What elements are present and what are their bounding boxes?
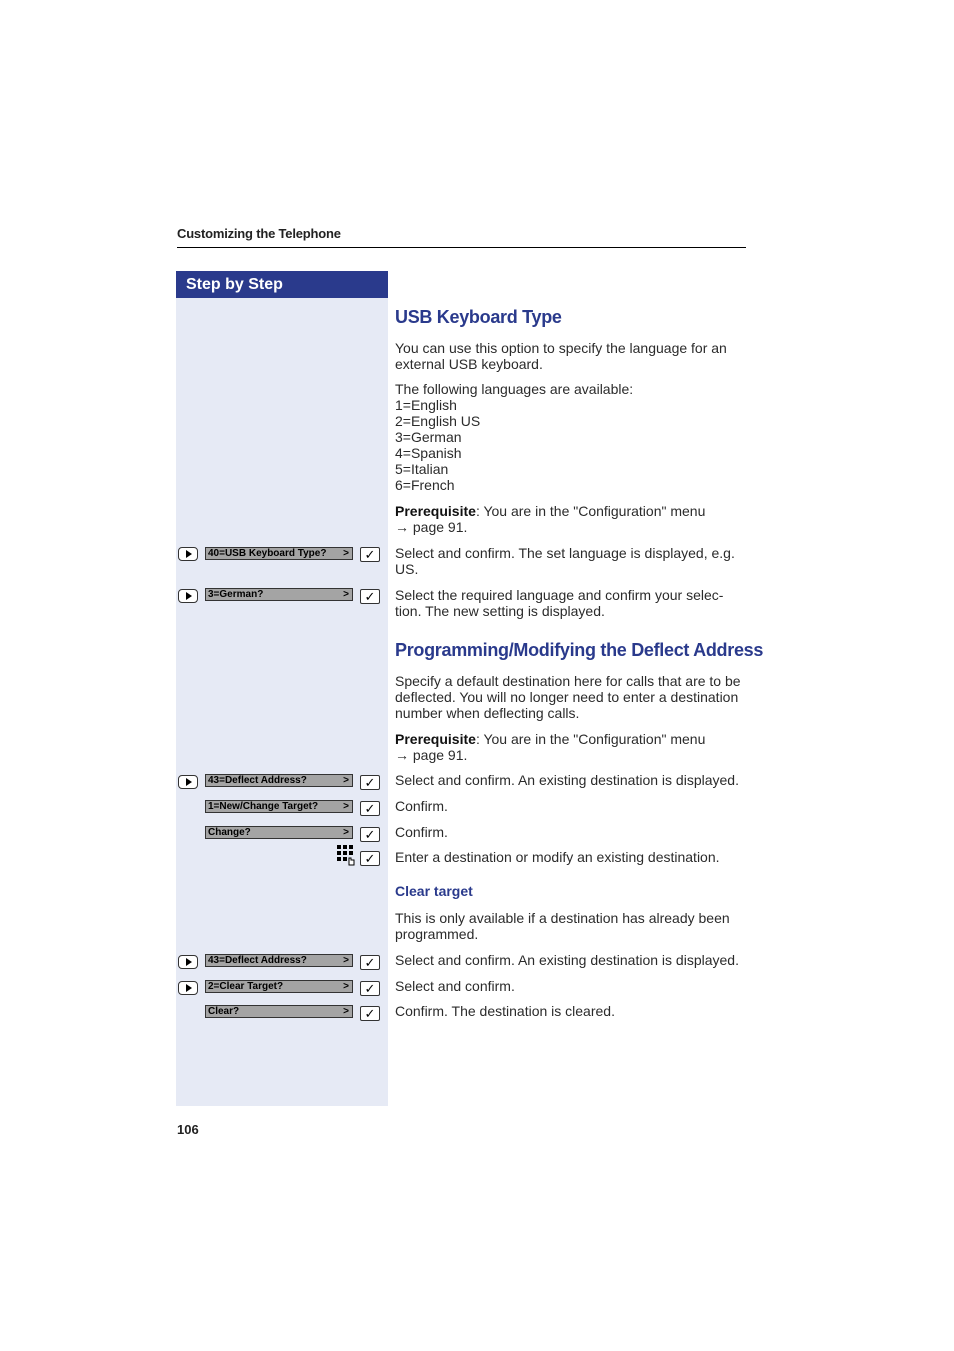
confirm-check-icon[interactable]: ✓ — [360, 1006, 380, 1021]
display-option[interactable] — [205, 1005, 353, 1018]
display-option[interactable] — [205, 774, 353, 787]
language-item: 5=Italian — [395, 461, 449, 477]
usb-intro-line: external USB keyboard. — [395, 356, 543, 372]
step-text: US. — [395, 561, 419, 577]
step-text: tion. The new setting is displayed. — [395, 603, 605, 619]
confirm-check-icon[interactable]: ✓ — [360, 955, 380, 970]
chevron-right-icon: > — [343, 775, 349, 786]
confirm-check-icon[interactable]: ✓ — [360, 775, 380, 790]
chevron-right-icon: > — [343, 801, 349, 812]
clear-intro-line: programmed. — [395, 926, 479, 942]
usb-heading: USB Keyboard Type — [395, 307, 562, 327]
language-item: 3=German — [395, 429, 462, 445]
display-option-label: Change? — [208, 827, 251, 838]
step-text: Select and confirm. An existing destination is displayed. — [395, 772, 739, 788]
chevron-right-icon: > — [343, 827, 349, 838]
chevron-right-icon: > — [343, 589, 349, 600]
confirm-check-icon[interactable]: ✓ — [360, 801, 380, 816]
step-text: Confirm. — [395, 824, 448, 840]
step-text: Select the required language and confirm your selec- — [395, 587, 724, 603]
usb-intro-line: You can use this option to specify the language for an — [395, 340, 727, 356]
sidebar-title: Step by Step — [176, 271, 388, 298]
languages-intro: The following languages are available: — [395, 381, 634, 397]
display-option[interactable] — [205, 800, 353, 813]
languages-list — [395, 381, 747, 493]
deflect-heading: Programming/Modifying the Deflect Address — [395, 640, 764, 660]
confirm-check-icon[interactable]: ✓ — [360, 981, 380, 996]
step-text: Confirm. The destination is cleared. — [395, 1003, 615, 1019]
header-divider — [177, 247, 746, 248]
language-item: 2=English US — [395, 413, 481, 429]
clear-intro-line: This is only available if a destination has already been — [395, 910, 730, 926]
chevron-right-icon: > — [343, 981, 349, 992]
clear-target-heading: Clear target — [395, 883, 473, 899]
step-text: Select and confirm. The set language is displayed, e.g. — [395, 545, 735, 561]
clear-target-intro — [395, 910, 747, 942]
prereq-text: : You are in the "Configuration" menu — [475, 731, 706, 747]
step-text: Select and confirm. — [395, 978, 515, 994]
language-item: 4=Spanish — [395, 445, 462, 461]
nav-arrow-icon — [178, 981, 198, 995]
confirm-check-icon[interactable]: ✓ — [360, 589, 380, 604]
page-reference-link[interactable]: → page 91. — [395, 519, 468, 535]
step-description — [395, 587, 747, 619]
prereq-label: Prerequisite — [395, 731, 476, 747]
display-option-label: 40=USB Keyboard Type? — [208, 548, 327, 559]
display-option[interactable] — [205, 588, 353, 601]
page-number: 106 — [177, 1122, 199, 1137]
language-item: 6=French — [395, 477, 455, 493]
chevron-right-icon: > — [343, 1006, 349, 1017]
display-option[interactable] — [205, 954, 353, 967]
confirm-check-icon[interactable]: ✓ — [360, 851, 380, 866]
prereq-text: : You are in the "Configuration" menu — [475, 503, 706, 519]
nav-arrow-icon — [178, 547, 198, 561]
display-option[interactable] — [205, 980, 353, 993]
step-text: Enter a destination or modify an existing destination. — [395, 849, 720, 865]
running-header: Customizing the Telephone — [177, 226, 341, 241]
deflect-prerequisite — [395, 731, 747, 763]
confirm-check-icon[interactable]: ✓ — [360, 827, 380, 842]
prereq-label: Prerequisite — [395, 503, 476, 519]
display-option-label: 1=New/Change Target? — [208, 801, 319, 812]
confirm-check-icon[interactable]: ✓ — [360, 547, 380, 562]
deflect-intro-line: Specify a default destination here for calls that are to be — [395, 673, 741, 689]
page-reference-link[interactable]: → page 91. — [395, 747, 468, 763]
keypad-icon — [337, 845, 355, 867]
nav-arrow-icon — [178, 589, 198, 603]
step-description — [395, 545, 747, 577]
deflect-intro — [395, 673, 747, 721]
nav-arrow-icon — [178, 775, 198, 789]
usb-intro — [395, 340, 747, 372]
display-option[interactable] — [205, 547, 353, 560]
step-text: Confirm. — [395, 798, 448, 814]
display-option-label: 3=German? — [208, 589, 264, 600]
display-option[interactable] — [205, 826, 353, 839]
language-item: 1=English — [395, 397, 457, 413]
display-option-label: Clear? — [208, 1006, 240, 1017]
deflect-intro-line: number when deflecting calls. — [395, 705, 580, 721]
chevron-right-icon: > — [343, 955, 349, 966]
usb-prerequisite — [395, 503, 747, 535]
display-option-label: 43=Deflect Address? — [208, 775, 307, 786]
step-text: Select and confirm. An existing destination is displayed. — [395, 952, 739, 968]
chevron-right-icon: > — [343, 548, 349, 559]
nav-arrow-icon — [178, 955, 198, 969]
display-option-label: 2=Clear Target? — [208, 981, 284, 992]
display-option-label: 43=Deflect Address? — [208, 955, 307, 966]
deflect-intro-line: deflected. You will no longer need to enter a destination — [395, 689, 739, 705]
